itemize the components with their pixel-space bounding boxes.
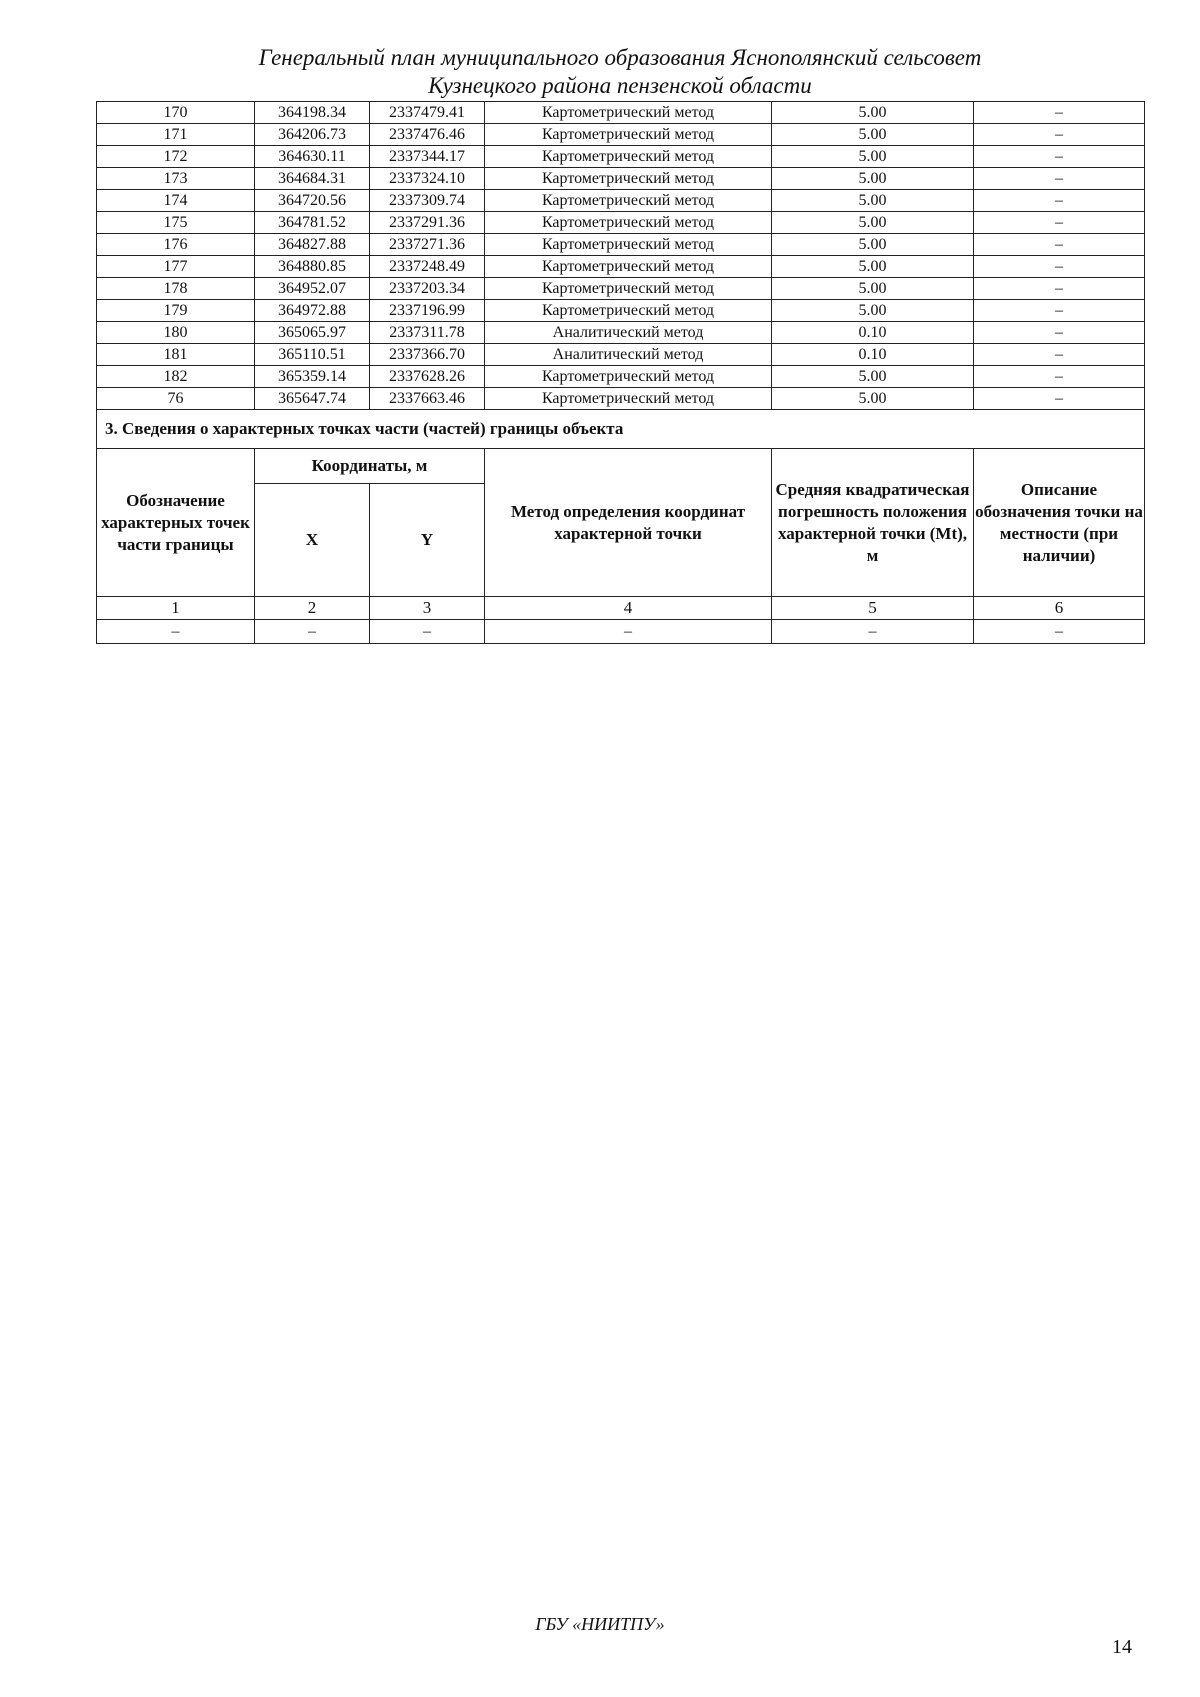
cell-x: 364684.31: [255, 168, 370, 190]
table-row: [97, 124, 1145, 146]
cell-error: 5.00: [772, 278, 974, 300]
table-row: [97, 300, 1145, 322]
cell-error: 5.00: [772, 366, 974, 388]
cell-description: –: [974, 322, 1145, 344]
column-number-3: 3: [370, 597, 485, 620]
section-3: [97, 410, 1145, 644]
cell-method: Картометрический метод: [485, 168, 772, 190]
cell-method: Картометрический метод: [485, 146, 772, 168]
table-row: [97, 256, 1145, 278]
cell-method: Картометрический метод: [485, 278, 772, 300]
cell-description: –: [974, 168, 1145, 190]
column-number-5: 5: [772, 597, 974, 620]
table-row: [97, 366, 1145, 388]
cell-y: 2337628.26: [370, 366, 485, 388]
header-x: X: [255, 484, 370, 597]
column-number-6: 6: [974, 597, 1145, 620]
cell-x: 364720.56: [255, 190, 370, 212]
header-line-2: Кузнецкого района пензенской области: [428, 73, 812, 98]
cell-y: 2337203.34: [370, 278, 485, 300]
cell-point-number: 181: [97, 344, 255, 366]
cell-point-number: 173: [97, 168, 255, 190]
section-title: 3. Сведения о характерных точках части (частей) границы объекта: [97, 410, 1145, 449]
cell-y: 2337309.74: [370, 190, 485, 212]
section-title-row: [97, 410, 1145, 449]
coordinates-table: [96, 101, 1145, 644]
cell-error: 5.00: [772, 190, 974, 212]
cell-description: –: [974, 344, 1145, 366]
cell-error: 5.00: [772, 388, 974, 410]
cell-method: Картометрический метод: [485, 102, 772, 124]
header-row-1: [97, 449, 1145, 484]
cell-y: 2337324.10: [370, 168, 485, 190]
cell-y: 2337344.17: [370, 146, 485, 168]
cell-description: –: [974, 256, 1145, 278]
cell-error: 5.00: [772, 300, 974, 322]
table-row: [97, 146, 1145, 168]
empty-data-row: [97, 620, 1145, 644]
table-row: [97, 234, 1145, 256]
cell-y: 2337366.70: [370, 344, 485, 366]
cell-description: –: [974, 146, 1145, 168]
column-number-row: [97, 597, 1145, 620]
column-number-1: 1: [97, 597, 255, 620]
cell-x: 364952.07: [255, 278, 370, 300]
cell-y: 2337196.99: [370, 300, 485, 322]
cell-point-number: 180: [97, 322, 255, 344]
header-designation: Обозначение характерных точек части границы: [97, 449, 255, 597]
cell-x: 365065.97: [255, 322, 370, 344]
cell-error: 5.00: [772, 102, 974, 124]
header-error: Средняя квадратическая погрешность положения характерной точки (Mt), м: [772, 449, 974, 597]
cell-method: Аналитический метод: [485, 344, 772, 366]
cell-description: –: [974, 278, 1145, 300]
cell-point-number: 177: [97, 256, 255, 278]
table-row: [97, 322, 1145, 344]
cell-method: Картометрический метод: [485, 300, 772, 322]
cell-x: 365110.51: [255, 344, 370, 366]
cell-point-number: 179: [97, 300, 255, 322]
header-y: Y: [370, 484, 485, 597]
header-line-1: Генеральный план муниципального образования Яснополянский сельсовет: [258, 45, 982, 70]
cell-point-number: 182: [97, 366, 255, 388]
empty-cell: –: [974, 620, 1145, 644]
table-row: [97, 212, 1145, 234]
header-coordinates: Координаты, м: [255, 449, 485, 484]
table-row: [97, 278, 1145, 300]
table-row: [97, 168, 1145, 190]
cell-error: 5.00: [772, 256, 974, 278]
cell-y: 2337663.46: [370, 388, 485, 410]
cell-point-number: 178: [97, 278, 255, 300]
cell-description: –: [974, 300, 1145, 322]
header-description: Описание обозначения точки на местности (при наличии): [974, 449, 1145, 597]
cell-method: Картометрический метод: [485, 388, 772, 410]
cell-y: 2337271.36: [370, 234, 485, 256]
table-row: [97, 190, 1145, 212]
cell-x: 364880.85: [255, 256, 370, 278]
cell-method: Картометрический метод: [485, 366, 772, 388]
cell-error: 0.10: [772, 322, 974, 344]
cell-error: 5.00: [772, 146, 974, 168]
cell-y: 2337291.36: [370, 212, 485, 234]
cell-error: 5.00: [772, 124, 974, 146]
cell-x: 365647.74: [255, 388, 370, 410]
cell-description: –: [974, 124, 1145, 146]
cell-x: 364972.88: [255, 300, 370, 322]
cell-x: 364206.73: [255, 124, 370, 146]
cell-point-number: 176: [97, 234, 255, 256]
column-number-4: 4: [485, 597, 772, 620]
cell-error: 0.10: [772, 344, 974, 366]
empty-cell: –: [772, 620, 974, 644]
cell-x: 364198.34: [255, 102, 370, 124]
table-body: [97, 102, 1145, 410]
empty-cell: –: [485, 620, 772, 644]
cell-error: 5.00: [772, 212, 974, 234]
cell-x: 365359.14: [255, 366, 370, 388]
cell-point-number: 171: [97, 124, 255, 146]
cell-method: Картометрический метод: [485, 190, 772, 212]
document-header: [96, 44, 1144, 100]
cell-x: 364827.88: [255, 234, 370, 256]
header-method: Метод определения координат характерной точки: [485, 449, 772, 597]
table-row: [97, 102, 1145, 124]
empty-cell: –: [97, 620, 255, 644]
table-row: [97, 388, 1145, 410]
cell-error: 5.00: [772, 168, 974, 190]
cell-description: –: [974, 388, 1145, 410]
cell-y: 2337476.46: [370, 124, 485, 146]
cell-point-number: 175: [97, 212, 255, 234]
cell-point-number: 174: [97, 190, 255, 212]
cell-method: Аналитический метод: [485, 322, 772, 344]
cell-y: 2337311.78: [370, 322, 485, 344]
cell-y: 2337248.49: [370, 256, 485, 278]
cell-description: –: [974, 366, 1145, 388]
cell-method: Картометрический метод: [485, 124, 772, 146]
cell-method: Картометрический метод: [485, 212, 772, 234]
cell-y: 2337479.41: [370, 102, 485, 124]
footer-organization: ГБУ «НИИТПУ»: [535, 1614, 665, 1634]
cell-point-number: 170: [97, 102, 255, 124]
cell-point-number: 172: [97, 146, 255, 168]
cell-method: Картометрический метод: [485, 234, 772, 256]
cell-error: 5.00: [772, 234, 974, 256]
table-row: [97, 344, 1145, 366]
cell-x: 364781.52: [255, 212, 370, 234]
column-number-2: 2: [255, 597, 370, 620]
cell-method: Картометрический метод: [485, 256, 772, 278]
empty-cell: –: [255, 620, 370, 644]
cell-point-number: 76: [97, 388, 255, 410]
cell-description: –: [974, 190, 1145, 212]
cell-x: 364630.11: [255, 146, 370, 168]
cell-description: –: [974, 102, 1145, 124]
empty-cell: –: [370, 620, 485, 644]
cell-description: –: [974, 212, 1145, 234]
cell-description: –: [974, 234, 1145, 256]
page-number: 14: [1112, 1636, 1132, 1658]
